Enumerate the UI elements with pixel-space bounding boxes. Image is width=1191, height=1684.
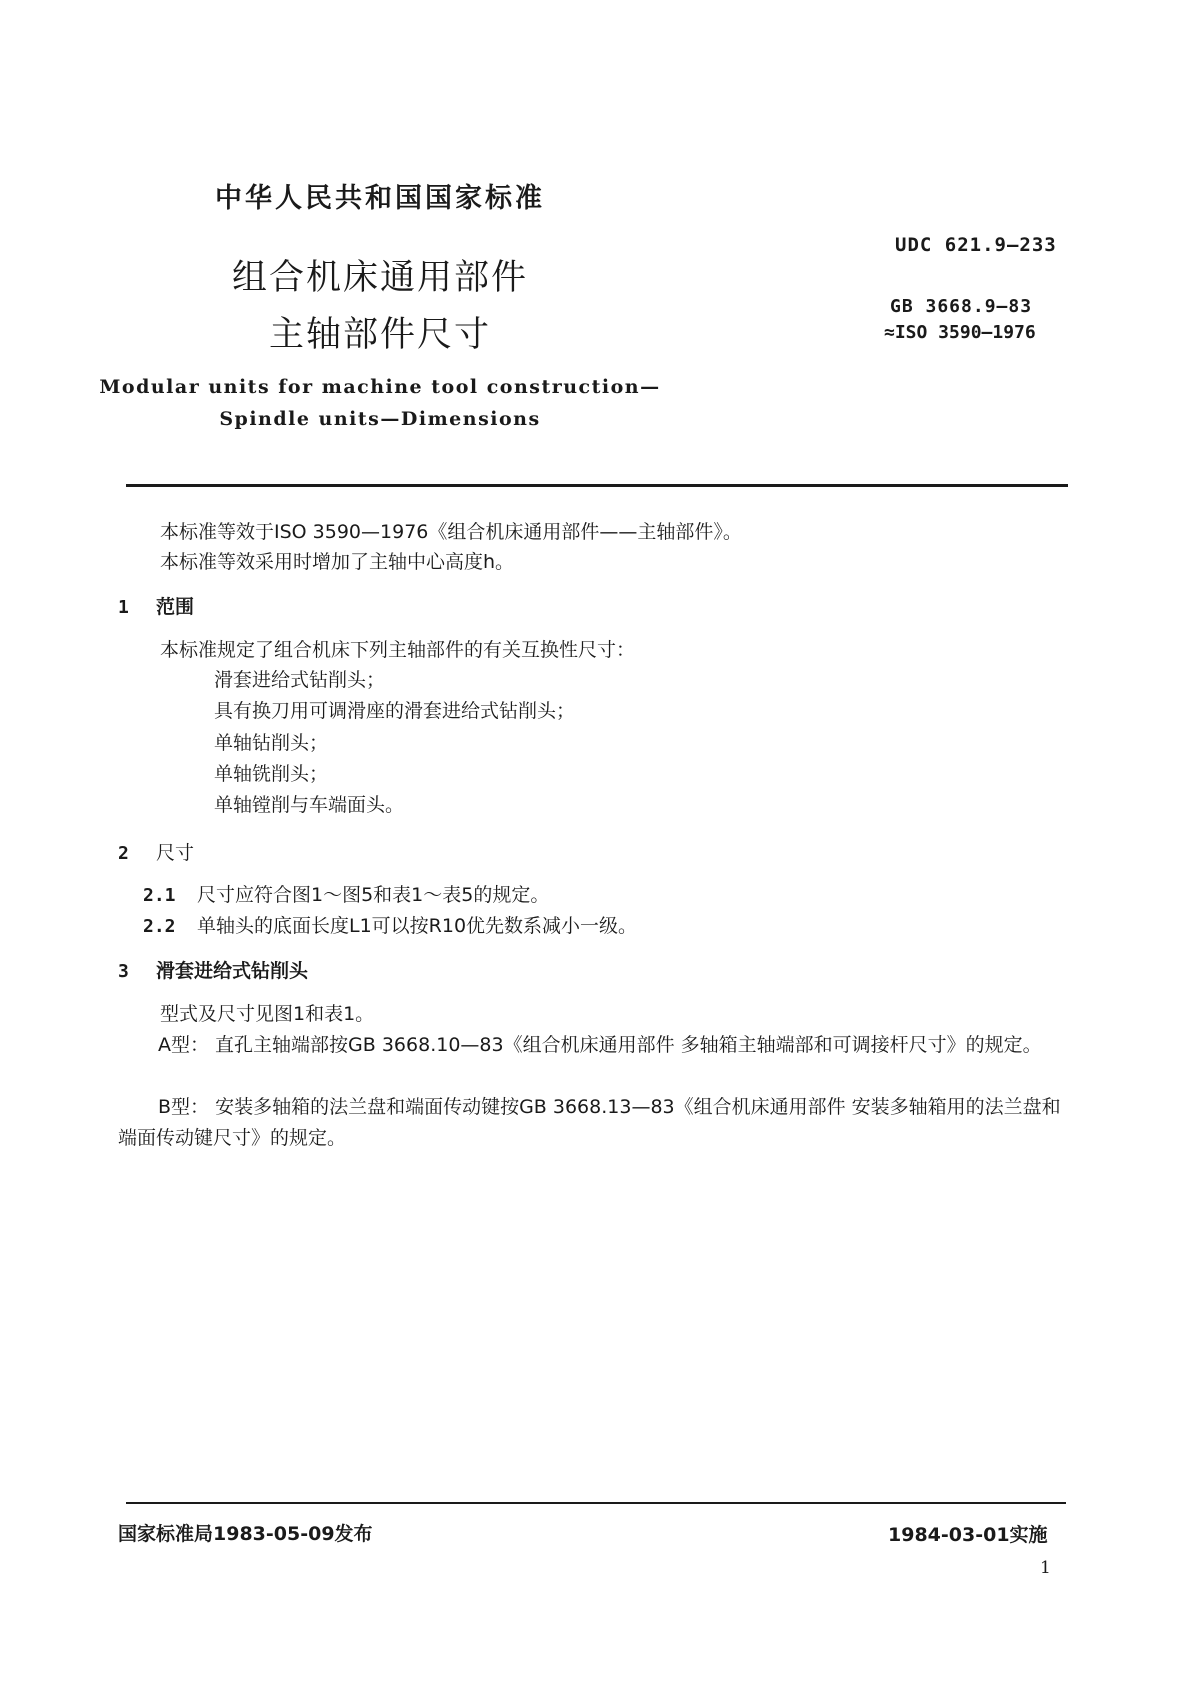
section2-number: 2 [118,843,129,864]
clause-2-1-number: 2.1 [143,885,176,906]
header-divider [126,484,1068,487]
section3-text1: 型式及尺寸见图1和表1。 [160,1003,375,1025]
section3-type-b: B型： 安装多轴箱的法兰盘和端面传动键按GB 3668.13—83《组合机床通用部件 安装多轴箱用的法兰盘和端面传动键尺寸》的规定。 [118,1096,1061,1149]
section1-number: 1 [118,597,129,618]
section1-item: 单轴镗削与车端面头。 [214,794,405,816]
section3-type-a: A型： 直孔主轴端部按GB 3668.10—83《组合机床通用部件 多轴箱主轴端部和可调接杆尺寸》的规定。 [158,1034,1042,1056]
clause-2-2-number: 2.2 [143,916,176,937]
document-title-line2: 主轴部件尺寸 [268,315,491,355]
section1-item: 具有换刀用可调滑座的滑套进给式钻削头； [214,700,576,722]
iso-equivalent: ≈ISO 3590—1976 [884,322,1036,343]
section2-title: 尺寸 [155,842,194,864]
clause-2-2 [143,912,637,941]
section2-heading [118,838,194,865]
intro-line1: 本标准等效于ISO 3590—1976《组合机床通用部件——主轴部件》。 [160,521,742,543]
section1-item: 单轴铣削头； [214,763,329,785]
footer-divider [126,1502,1066,1504]
udc-number: UDC 621.9—233 [895,234,1057,256]
clause-2-2-text: 单轴头的底面长度L1可以按R10优先数系减小一级。 [197,915,638,937]
issue-date: 国家标准局1983-05-09发布 [118,1523,373,1545]
intro-line2: 本标准等效采用时增加了主轴中心高度h。 [160,551,515,573]
section3-title: 滑套进给式钻削头 [155,960,308,982]
effective-date: 1984-03-01实施 [888,1524,1048,1546]
national-standard-heading: 中华人民共和国国家标准 [215,183,545,214]
section1-text: 本标准规定了组合机床下列主轴部件的有关互换性尺寸： [160,639,636,661]
english-title-line2: Spindle units—Dimensions [219,408,541,430]
clause-2-1-text: 尺寸应符合图1～图5和表1～表5的规定。 [197,884,550,906]
clause-2-1 [143,881,549,910]
section3-number: 3 [118,961,129,982]
section1-item: 滑套进给式钻削头； [214,669,386,691]
section1-heading [118,592,194,619]
section3-heading [118,956,308,983]
section1-title: 范围 [155,596,194,618]
english-title-line1: Modular units for machine tool construction— [99,376,661,398]
page-number: 1 [1040,1558,1051,1578]
section1-item: 单轴钻削头； [214,732,329,754]
document-title-line1: 组合机床通用部件 [231,258,528,298]
gb-standard-number: GB 3668.9—83 [890,296,1033,317]
